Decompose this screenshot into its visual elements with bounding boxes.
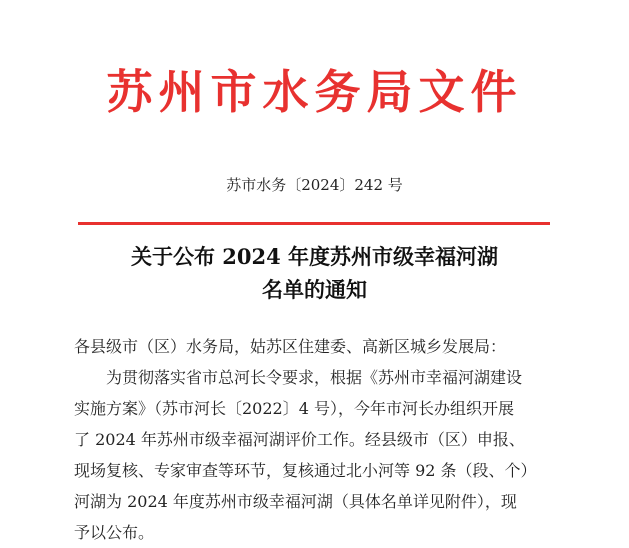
body-line: 现场复核、专家审查等环节，复核通过北小河等 92 条（段、个）	[74, 461, 537, 480]
notice-title-line-1: 关于公布 2024 年度苏州市级幸福河湖	[130, 244, 499, 269]
notice-title	[0, 240, 629, 306]
body-line: 了 2024 年苏州市级幸福河湖评价工作。经县级市（区）申报、	[74, 430, 525, 449]
notice-body	[74, 331, 564, 548]
masthead-title: 苏州市水务局文件	[106, 65, 523, 119]
red-divider-line	[78, 222, 550, 225]
notice-title-line-2: 名单的通知	[262, 277, 367, 302]
body-line: 予以公布。	[74, 523, 155, 542]
body-line: 为贯彻落实省市总河长令要求，根据《苏州市幸福河湖建设	[74, 368, 523, 387]
body-line-addressee: 各县级市（区）水务局，姑苏区住建委、高新区城乡发展局：	[74, 337, 507, 356]
document-number: 苏市水务〔2024〕242 号	[226, 176, 403, 194]
body-line: 河湖为 2024 年度苏州市级幸福河湖（具体名单详见附件），现	[74, 492, 517, 511]
body-line: 实施方案》（苏市河长〔2022〕4 号），今年市河长办组织开展	[74, 399, 514, 418]
